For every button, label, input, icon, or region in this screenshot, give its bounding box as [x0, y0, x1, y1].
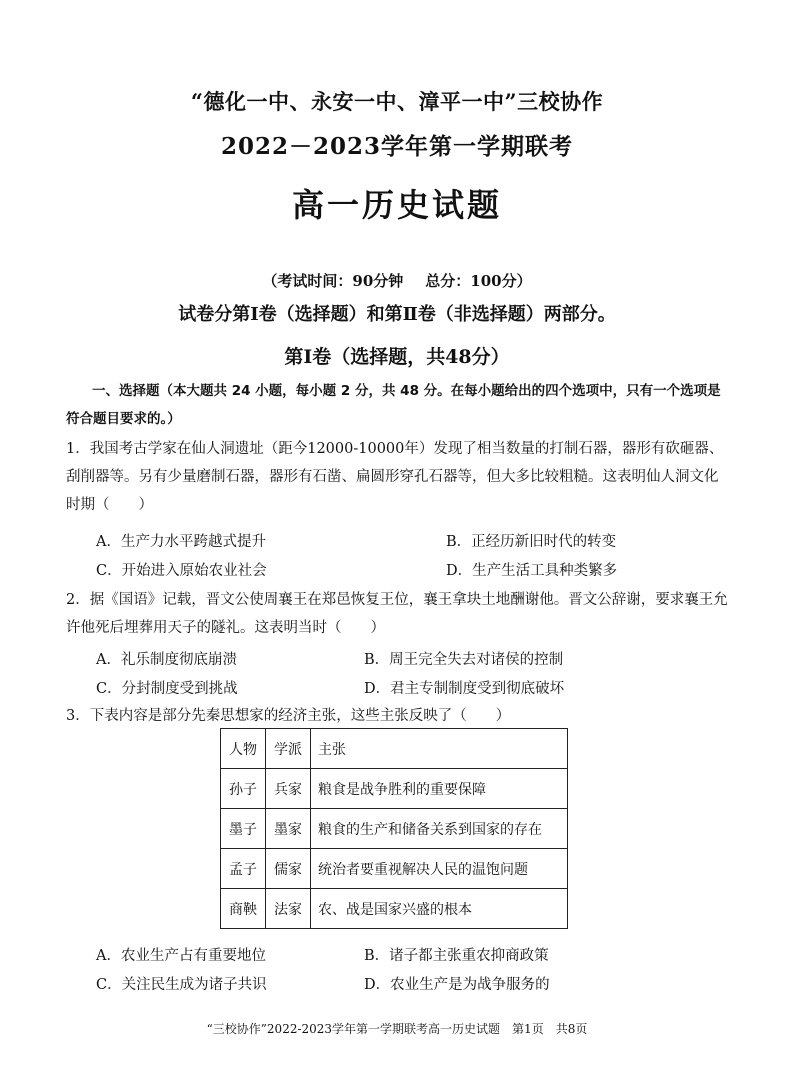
table-cell: 粮食的生产和储备关系到国家的存在: [311, 809, 568, 849]
table-cell: 墨家: [266, 809, 311, 849]
question-1-option-d: D．生产生活工具种类繁多: [446, 563, 618, 579]
paper-structure: 试卷分第Ⅰ卷（选择题）和第Ⅱ卷（非选择题）两部分。: [178, 304, 616, 325]
question-1-option-a: A．生产力水平跨越式提升: [96, 534, 266, 550]
question-3-option-c: C．关注民生成为诸子共识: [96, 977, 267, 993]
section-instructions: 一、选择题（本大题共 24 小题，每小题 2 分，共 48 分。在每小题给出的四个选项中，只有一个选项是符合题目要求的。）: [66, 383, 721, 427]
table-cell: 孟子: [221, 849, 266, 889]
exam-title: 高一历史试题: [291, 186, 502, 224]
table-cell: 墨子: [221, 809, 266, 849]
table-header-cell: 主张: [311, 729, 568, 769]
table-cell: 统治者要重视解决人民的温饱问题: [311, 849, 568, 889]
table-row: [221, 809, 568, 849]
table-cell: 孙子: [221, 769, 266, 809]
table-row: [221, 849, 568, 889]
question-3-stem: 3．下表内容是部分先秦思想家的经济主张，这些主张反映了（ ）: [66, 708, 511, 724]
table-header-cell: 人物: [221, 729, 266, 769]
question-3-option-d: D．农业生产是为战争服务的: [364, 977, 550, 993]
total-score: 总分：100分）: [425, 272, 532, 290]
table-cell: 粮食是战争胜利的重要保障: [311, 769, 568, 809]
question-1-stem: 1．我国考古学家在仙人洞遗址（距今12000-10000年）发现了相当数量的打制石器，器形有砍砸器、刮削器等。另有少量磨制石器，器形有石凿、扁圆形穿孔石器等，但大多比较粗糙。这表明仙人洞文化时期（ ）: [66, 441, 724, 513]
question-3-option-a: A．农业生产占有重要地位: [96, 948, 266, 964]
table-cell: 儒家: [266, 849, 311, 889]
part-one-heading: 第Ⅰ卷（选择题，共48分）: [284, 346, 510, 368]
question-2-option-d: D．君主专制制度受到彻底破坏: [364, 681, 565, 697]
page-footer: “三校协作”2022-2023学年第一学期联考高一历史试题 第1页 共8页: [206, 1022, 588, 1036]
table-header-row: [221, 729, 568, 769]
table-cell: 农、战是国家兴盛的根本: [311, 889, 568, 929]
table-cell: 商鞅: [221, 889, 266, 929]
exam-session-line: 2022－2023学年第一学期联考: [220, 133, 574, 160]
question-2-stem: 2．据《国语》记载，晋文公使周襄王在郑邑恢复王位，襄王拿块土地酬谢他。晋文公辞谢，要求襄王允许他死后埋葬用天子的隧礼。这表明当时（ ）: [66, 592, 728, 636]
exam-time: （考试时间：90分钟: [262, 272, 404, 290]
thinkers-table: [220, 728, 568, 929]
school-collaboration-line: “德化一中、永安一中、漳平一中”三校协作: [190, 89, 604, 114]
table-row: [221, 769, 568, 809]
question-2-option-c: C．分封制度受到挑战: [96, 681, 238, 697]
question-2-option-b: B．周王完全失去对诸侯的控制: [364, 652, 564, 668]
question-1-option-b: B．正经历新旧时代的转变: [446, 534, 617, 550]
table-row: [221, 889, 568, 929]
table-cell: 法家: [266, 889, 311, 929]
question-1-option-c: C．开始进入原始农业社会: [96, 563, 267, 579]
question-2-option-a: A．礼乐制度彻底崩溃: [96, 652, 237, 668]
table-header-cell: 学派: [266, 729, 311, 769]
table-cell: 兵家: [266, 769, 311, 809]
question-3-option-b: B．诸子都主张重农抑商政策: [364, 948, 549, 964]
exam-time-score: [0, 270, 794, 291]
